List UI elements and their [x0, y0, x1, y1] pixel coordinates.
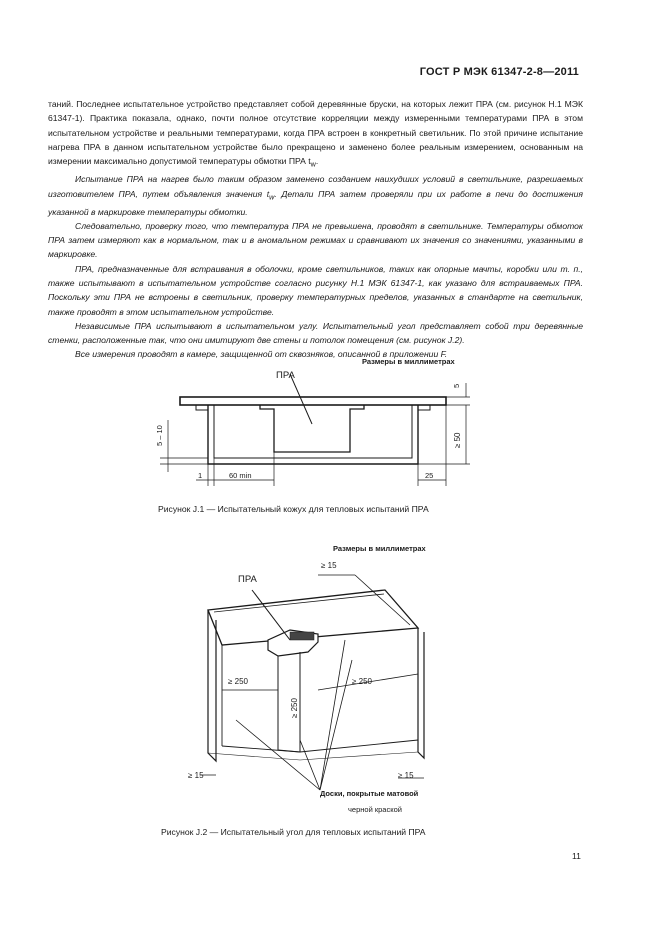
fig1-units-note: Размеры в миллиметрах: [362, 357, 455, 366]
fig2-dim-top: ≥ 15: [321, 561, 337, 570]
document-header: ГОСТ Р МЭК 61347-2-8—2011: [419, 66, 579, 78]
fig1-dim-height: ≥ 50: [453, 432, 462, 448]
fig2-units-note: Размеры в миллиметрах: [333, 544, 426, 553]
figure-j1-caption: Рисунок J.1 — Испытательный кожух для тепловых испытаний ПРА: [158, 504, 429, 514]
fig1-dim-25: 25: [425, 471, 434, 480]
fig2-label-pra: ПРА: [238, 574, 257, 585]
paragraph-2: Испытание ПРА на нагрев было таким образом заменено созданием наихудших условий в светильнике, разрешаемых изготовителем ПРА, путем объявления значения $t_w$. Детали ПРА затем проверяли при их работе в печи до достижения указанной в маркировке температуры обмотки.: [48, 174, 583, 217]
fig2-dim-bottom-right: ≥ 15: [398, 771, 414, 780]
body-text: [48, 97, 583, 362]
fig1-dim-1: 1: [198, 471, 203, 480]
fig2-dim-vert-250: ≥ 250: [290, 698, 299, 718]
fig1-dim-left: 5 – 10: [155, 425, 164, 446]
fig2-dim-bottom-left: ≥ 15: [188, 771, 204, 780]
fig2-note-line1: Доски, покрытые матовой: [320, 789, 419, 798]
fig1-dim-top: 5: [452, 383, 461, 388]
fig1-label-pra: ПРА: [276, 370, 295, 381]
fig2-dim-left-250: ≥ 250: [228, 677, 248, 686]
paragraph-3: Следовательно, проверку того, что температура ПРА не превышена, проводят в светильнике. Температуры обмоток ПРА затем измеряют как в нормальном, так и в аномальном режимах и сравнивают их значения со значениями, указанными в маркировке.: [48, 220, 583, 260]
paragraph-1: таний. Последнее испытательное устройство представляет собой деревянные бруски, на которых лежит ПРА (см. рисунок Н.1 МЭК 61347-1). Практика показала, однако, почти полное отсутствие корреляции между измеренными температурами ПРА в этом испытательном устройстве и реальными температурами, когда ПРА встроен в конкретный светильник. По этой причине испытание нагрева ПРА в данном испытательном устройстве было прекращено и заменено более реальным измерением, основанным на измерении максимально допустимой температуры обмотки ПРА $t_w$.: [48, 99, 583, 169]
fig1-dim-60: 60 min: [229, 471, 252, 480]
figure-j2-caption: Рисунок J.2 — Испытательный угол для тепловых испытаний ПРА: [161, 827, 426, 837]
paragraph-4: ПРА, предназначенные для встраивания в оболочки, кроме светильников, таких как опорные мачты, коробки или т. п., также испытывают в испытательном устройстве согласно рисунку Н.1 МЭК 61347-1, как указано для встраиваемых ПРА. Поскольку эти ПРА не встроены в светильник, проверку температурных пределов, указанных в стандарте на светильник, также проводят в этом испытательном устройстве.: [48, 263, 583, 317]
page-number: 11: [572, 851, 581, 861]
fig2-note-line2: черной краской: [348, 805, 402, 814]
paragraph-6: Все измерения проводят в камере, защищенной от сквозняков, описанной в приложении F.: [75, 349, 448, 360]
fig2-dim-right-250: ≥ 250: [352, 677, 372, 686]
paragraph-5: Независимые ПРА испытывают в испытательном углу. Испытательный угол представляет собой три деревянные стенки, расположенные так, что они имитируют две стены и потолок помещения (см. рисунок J.2).: [48, 320, 583, 346]
